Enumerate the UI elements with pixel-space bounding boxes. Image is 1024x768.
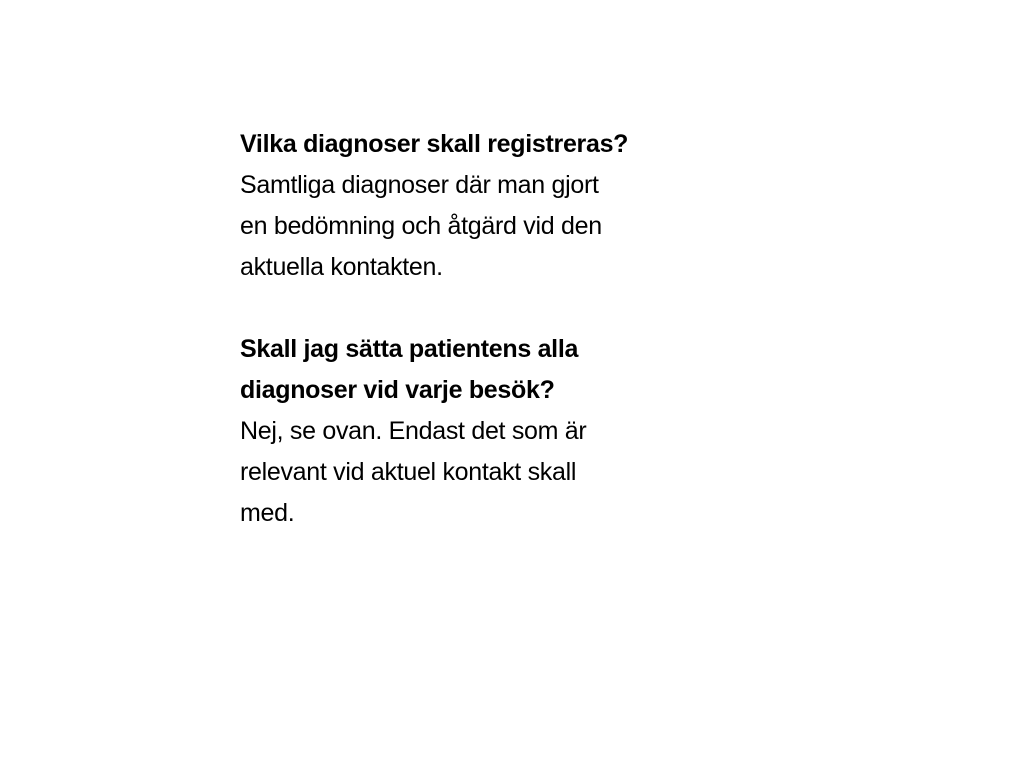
paragraph-spacer (240, 288, 720, 329)
question-2-answer-line: med. (240, 499, 295, 527)
question-2-heading-line: diagnoser vid varje besök? (240, 376, 555, 404)
question-1-heading: Vilka diagnoser skall registreras? (240, 130, 629, 158)
question-2-heading-line: Skall jag sätta patientens alla (240, 335, 579, 363)
question-1-answer-line: aktuella kontakten. (240, 253, 443, 281)
question-1-answer-line: en bedömning och åtgärd vid den (240, 212, 602, 240)
question-1-answer-line: Samtliga diagnoser där man gjort (240, 171, 599, 199)
question-2-answer-line: Nej, se ovan. Endast det som är (240, 417, 587, 445)
question-2-answer-line: relevant vid aktuel kontakt skall (240, 458, 577, 486)
faq-text-box (240, 124, 720, 534)
